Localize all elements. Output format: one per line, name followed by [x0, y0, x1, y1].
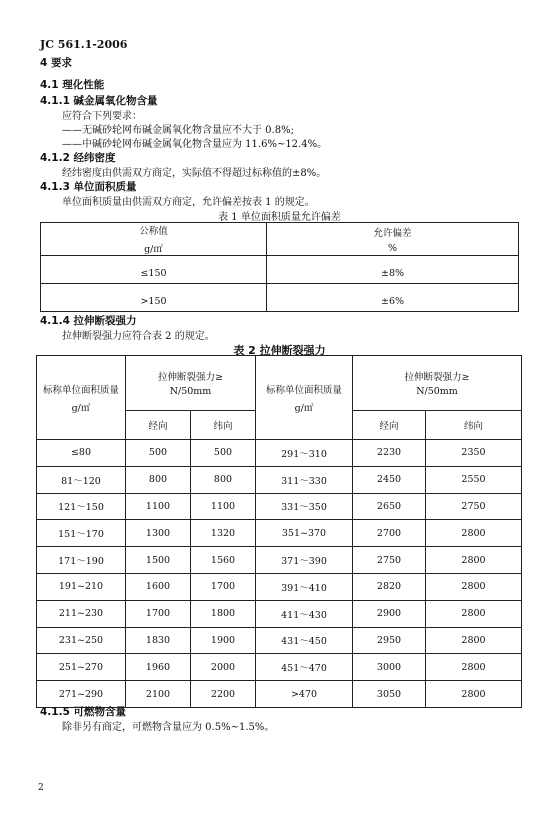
- standard-code: JC 561.1-2006: [40, 38, 128, 51]
- table-2-cell: 411～430: [256, 600, 353, 627]
- section-4-1-4-text: 拉伸断裂强力应符合表 2 的规定。: [62, 331, 215, 342]
- table-2-cell: 391～410: [256, 573, 353, 600]
- section-4-1-2-title: 4.1.2 经纬密度: [40, 152, 116, 164]
- table-2-cell: 211~230: [37, 600, 126, 627]
- table-2-header-warp: 经向: [353, 411, 426, 440]
- table-2-header-mass-right: [256, 356, 353, 440]
- table-2-header-mass-label: 标称单位面积质量: [42, 384, 119, 396]
- table-2-cell: 1560: [191, 547, 256, 574]
- section-4-1-1-intro: 应符合下列要求：: [62, 111, 142, 122]
- table-2-cell: 500: [191, 440, 256, 467]
- table-row: [37, 573, 522, 600]
- table-row: [41, 256, 519, 284]
- table-2-cell: 2800: [426, 654, 522, 681]
- section-4-1-2-text: 经纬密度由供需双方商定，实际值不得超过标称值的±8%。: [62, 168, 327, 179]
- table-row: [37, 600, 522, 627]
- table-1-header-deviation: [267, 223, 519, 256]
- table-2-cell: 151～170: [37, 520, 126, 547]
- table-row: [37, 627, 522, 654]
- table-2-cell: 231~250: [37, 627, 126, 654]
- table-row: [37, 654, 522, 681]
- table-2-cell: >470: [256, 681, 353, 708]
- table-2-cell: 311～330: [256, 466, 353, 493]
- table-2-cell: 1300: [126, 520, 191, 547]
- table-row: [37, 440, 522, 467]
- table-2-cell: 2750: [426, 493, 522, 520]
- table-2-header-mass-label: 标称单位面积质量: [265, 384, 342, 396]
- table-2-header-strength-right: [353, 356, 522, 411]
- table-2-cell: 2350: [426, 440, 522, 467]
- table-1-header-nominal: [41, 223, 267, 256]
- table-row: [37, 547, 522, 574]
- table-2-cell: 1700: [126, 600, 191, 627]
- table-2-cell: 351~370: [256, 520, 353, 547]
- table-2-cell: 2700: [353, 520, 426, 547]
- table-2-header-warp: 经向: [126, 411, 191, 440]
- table-2-cell: 1830: [126, 627, 191, 654]
- table-2-cell: 2100: [126, 681, 191, 708]
- section-4-title: 4 要求: [40, 57, 72, 69]
- section-4-1-4-title: 4.1.4 拉伸断裂强力: [40, 315, 137, 327]
- table-2-caption: 表 2 拉伸断裂强力: [233, 344, 326, 357]
- section-4-1-title: 4.1 理化性能: [40, 79, 105, 91]
- table-1-cell: ≤150: [41, 256, 267, 284]
- table-2-cell: 3000: [353, 654, 426, 681]
- table-1-cell: >150: [41, 284, 267, 312]
- table-2-cell: 2000: [191, 654, 256, 681]
- table-2-header-mass-left: [37, 356, 126, 440]
- table-2-header-weft: 纬向: [426, 411, 522, 440]
- table-2-cell: 331～350: [256, 493, 353, 520]
- table-2-header-strength-left: [126, 356, 256, 411]
- table-2-cell: 2800: [426, 573, 522, 600]
- table-2-cell: 2230: [353, 440, 426, 467]
- table-2-cell: 800: [126, 466, 191, 493]
- table-2-cell: 800: [191, 466, 256, 493]
- table-2-cell: 2800: [426, 547, 522, 574]
- table-2-cell: 271~290: [37, 681, 126, 708]
- table-2-cell: 121～150: [37, 493, 126, 520]
- table-2-header-strength-unit: N/50mm: [416, 386, 458, 397]
- table-1-caption: 表 1 单位面积质量允许偏差: [218, 212, 341, 223]
- table-1-cell: ±6%: [267, 284, 519, 312]
- table-2-cell: 1900: [191, 627, 256, 654]
- table-2-cell: 2550: [426, 466, 522, 493]
- table-2-header-strength-label: 拉伸断裂强力≥: [158, 372, 223, 383]
- table-2-cell: 2800: [426, 600, 522, 627]
- table-2-cell: 1700: [191, 573, 256, 600]
- section-4-1-3-title: 4.1.3 单位面积质量: [40, 181, 137, 193]
- table-2-cell: 191~210: [37, 573, 126, 600]
- table-2-header-strength-label: 拉伸断裂强力≥: [404, 372, 470, 383]
- table-2-cell: 1800: [191, 600, 256, 627]
- table-2-cell: 3050: [353, 681, 426, 708]
- page-number: 2: [38, 783, 44, 793]
- table-2-cell: ≤80: [37, 440, 126, 467]
- table-1-header-nominal-label: 公称值: [139, 226, 168, 237]
- table-2: [36, 355, 522, 708]
- section-4-1-3-text: 单位面积质量由供需双方商定，允许偏差按表 1 的规定。: [62, 197, 315, 208]
- table-1: [40, 222, 519, 312]
- table-2-cell: 81～120: [37, 466, 126, 493]
- table-2-cell: 1960: [126, 654, 191, 681]
- table-2-cell: 1600: [126, 573, 191, 600]
- table-2-header-mass-unit: g/㎡: [71, 402, 91, 414]
- table-2-cell: 2200: [191, 681, 256, 708]
- table-2-cell: 2650: [353, 493, 426, 520]
- table-row: [37, 520, 522, 547]
- table-2-cell: 2900: [353, 600, 426, 627]
- table-2-cell: 1100: [191, 493, 256, 520]
- table-row: [37, 493, 522, 520]
- table-2-cell: 291～310: [256, 440, 353, 467]
- table-1-header-deviation-label: 允许偏差: [373, 227, 412, 239]
- section-4-1-5-title: 4.1.5 可燃物含量: [40, 706, 127, 718]
- table-2-cell: 1320: [191, 520, 256, 547]
- table-2-cell: 431～450: [256, 627, 353, 654]
- table-2-cell: 451～470: [256, 654, 353, 681]
- table-2-cell: 1500: [126, 547, 191, 574]
- table-1-header-nominal-unit: g/㎡: [144, 244, 163, 255]
- table-2-header-strength-unit: N/50mm: [169, 386, 212, 397]
- table-2-cell: 2450: [353, 466, 426, 493]
- table-2-cell: 2820: [353, 573, 426, 600]
- table-2-cell: 371～390: [256, 547, 353, 574]
- table-2-cell: 2750: [353, 547, 426, 574]
- table-2-header-weft: 纬向: [191, 411, 256, 440]
- table-2-cell: 2800: [426, 627, 522, 654]
- table-1-cell: ±8%: [267, 256, 519, 284]
- table-2-cell: 2800: [426, 520, 522, 547]
- section-4-1-1-title: 4.1.1 碱金属氧化物含量: [40, 95, 158, 107]
- table-2-cell: 2950: [353, 627, 426, 654]
- table-2-cell: 2800: [426, 681, 522, 708]
- table-row: [37, 466, 522, 493]
- table-2-cell: 171～190: [37, 547, 126, 574]
- table-2-cell: 1100: [126, 493, 191, 520]
- table-2-cell: 500: [126, 440, 191, 467]
- section-4-1-5-text: 除非另有商定，可燃物含量应为 0.5%~1.5%。: [62, 722, 275, 733]
- section-4-1-1-line1: ——无碱砂轮网布碱金属氧化物含量应不大于 0.8%;: [62, 125, 294, 136]
- section-4-1-1-line2: ——中碱砂轮网布碱金属氧化物含量应为 11.6%~12.4%。: [62, 139, 328, 150]
- table-1-header-deviation-unit: %: [387, 242, 398, 254]
- table-2-header-mass-unit: g/㎡: [294, 402, 314, 414]
- table-row: [41, 284, 519, 312]
- table-2-cell: 251~270: [37, 654, 126, 681]
